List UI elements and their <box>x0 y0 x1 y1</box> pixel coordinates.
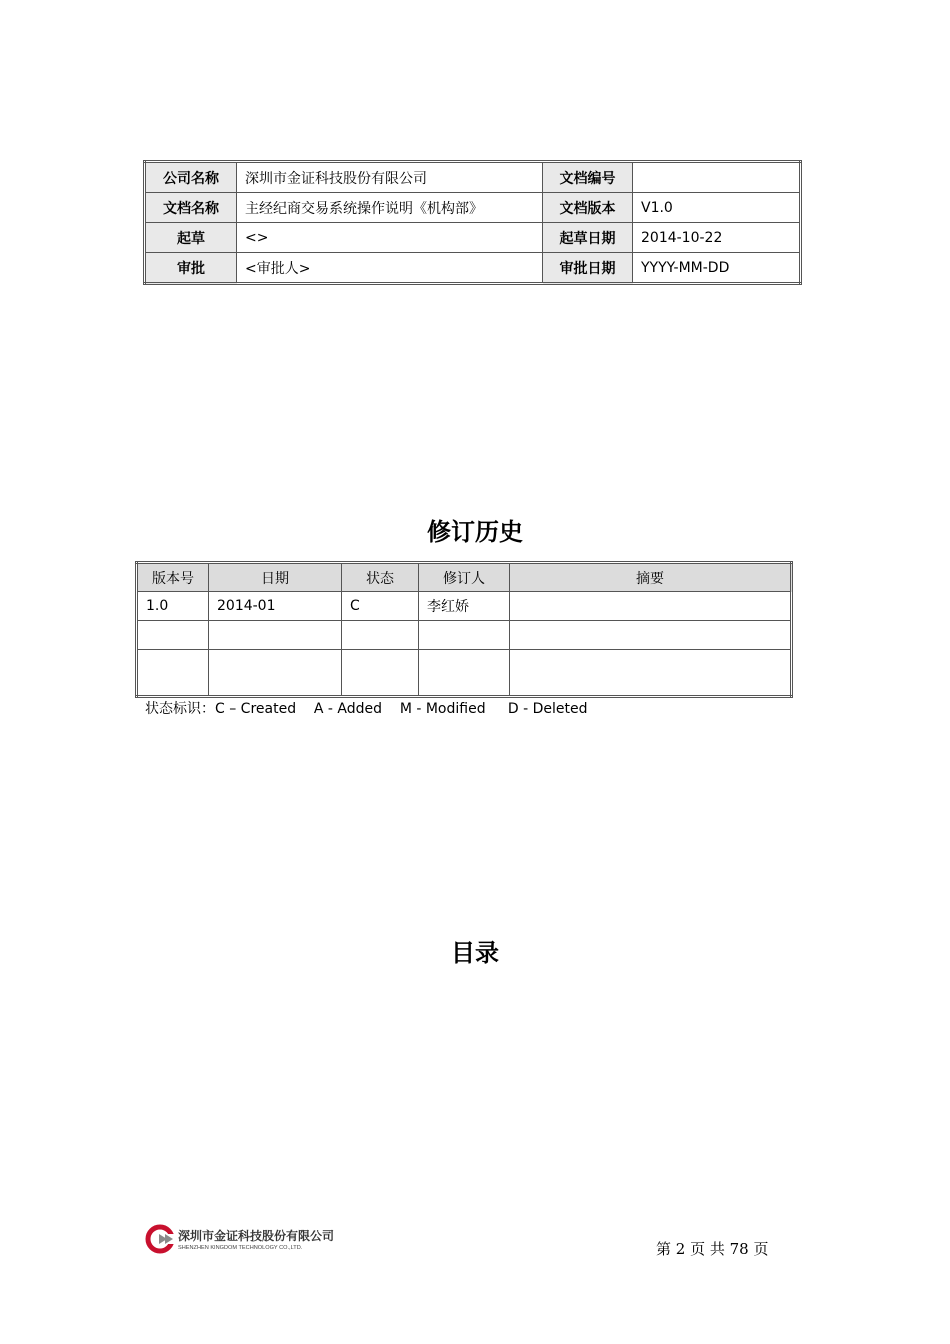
draft-value: <> <box>237 223 543 253</box>
cell-date <box>209 621 342 650</box>
table-row <box>137 592 792 621</box>
cell-summary <box>510 592 792 621</box>
doc-version-label: 文档版本 <box>543 193 633 223</box>
cell-date <box>209 650 342 697</box>
table-row <box>137 621 792 650</box>
cell-reviser: 李红娇 <box>419 592 510 621</box>
info-row <box>145 193 801 223</box>
draft-label: 起草 <box>145 223 237 253</box>
draft-date-value: 2014-10-22 <box>633 223 801 253</box>
doc-name-label: 文档名称 <box>145 193 237 223</box>
col-header-summary: 摘要 <box>510 563 792 592</box>
logo-cn-text: 深圳市金证科技股份有限公司 <box>178 1229 335 1243</box>
table-row <box>137 650 792 697</box>
cell-reviser <box>419 621 510 650</box>
cell-summary <box>510 650 792 697</box>
document-info-table <box>143 160 802 285</box>
col-header-version: 版本号 <box>137 563 209 592</box>
revision-history-heading: 修订历史 <box>427 518 523 546</box>
cell-status <box>342 650 419 697</box>
approve-date-label: 审批日期 <box>543 253 633 284</box>
col-header-date: 日期 <box>209 563 342 592</box>
company-logo <box>145 1222 345 1256</box>
doc-number-value <box>633 162 801 193</box>
cell-version <box>137 621 209 650</box>
draft-date-label: 起草日期 <box>543 223 633 253</box>
logo-en-text: SHENZHEN KINGDOM TECHNOLOGY CO.,LTD. <box>178 1245 303 1251</box>
approve-date-value: YYYY-MM-DD <box>633 253 801 284</box>
approve-value: <审批人> <box>237 253 543 284</box>
cell-summary <box>510 621 792 650</box>
company-value: 深圳市金证科技股份有限公司 <box>237 162 543 193</box>
info-row <box>145 253 801 284</box>
doc-name-value: 主经纪商交易系统操作说明《机构部》 <box>237 193 543 223</box>
toc-heading: 目录 <box>451 939 499 967</box>
cell-version: 1.0 <box>137 592 209 621</box>
cell-version <box>137 650 209 697</box>
company-label: 公司名称 <box>145 162 237 193</box>
col-header-status: 状态 <box>342 563 419 592</box>
revision-history-table <box>135 561 793 698</box>
doc-version-value: V1.0 <box>633 193 801 223</box>
table-header-row <box>137 563 792 592</box>
cell-date: 2014-01 <box>209 592 342 621</box>
page-number: 第 2 页 共 78 页 <box>656 1240 769 1258</box>
doc-number-label: 文档编号 <box>543 162 633 193</box>
col-header-reviser: 修订人 <box>419 563 510 592</box>
cell-status <box>342 621 419 650</box>
cell-reviser <box>419 650 510 697</box>
status-legend: 状态标识：C – Created A - Added M - Modified D - Deleted <box>145 701 588 717</box>
cell-status: C <box>342 592 419 621</box>
info-row <box>145 162 801 193</box>
info-row <box>145 223 801 253</box>
approve-label: 审批 <box>145 253 237 284</box>
